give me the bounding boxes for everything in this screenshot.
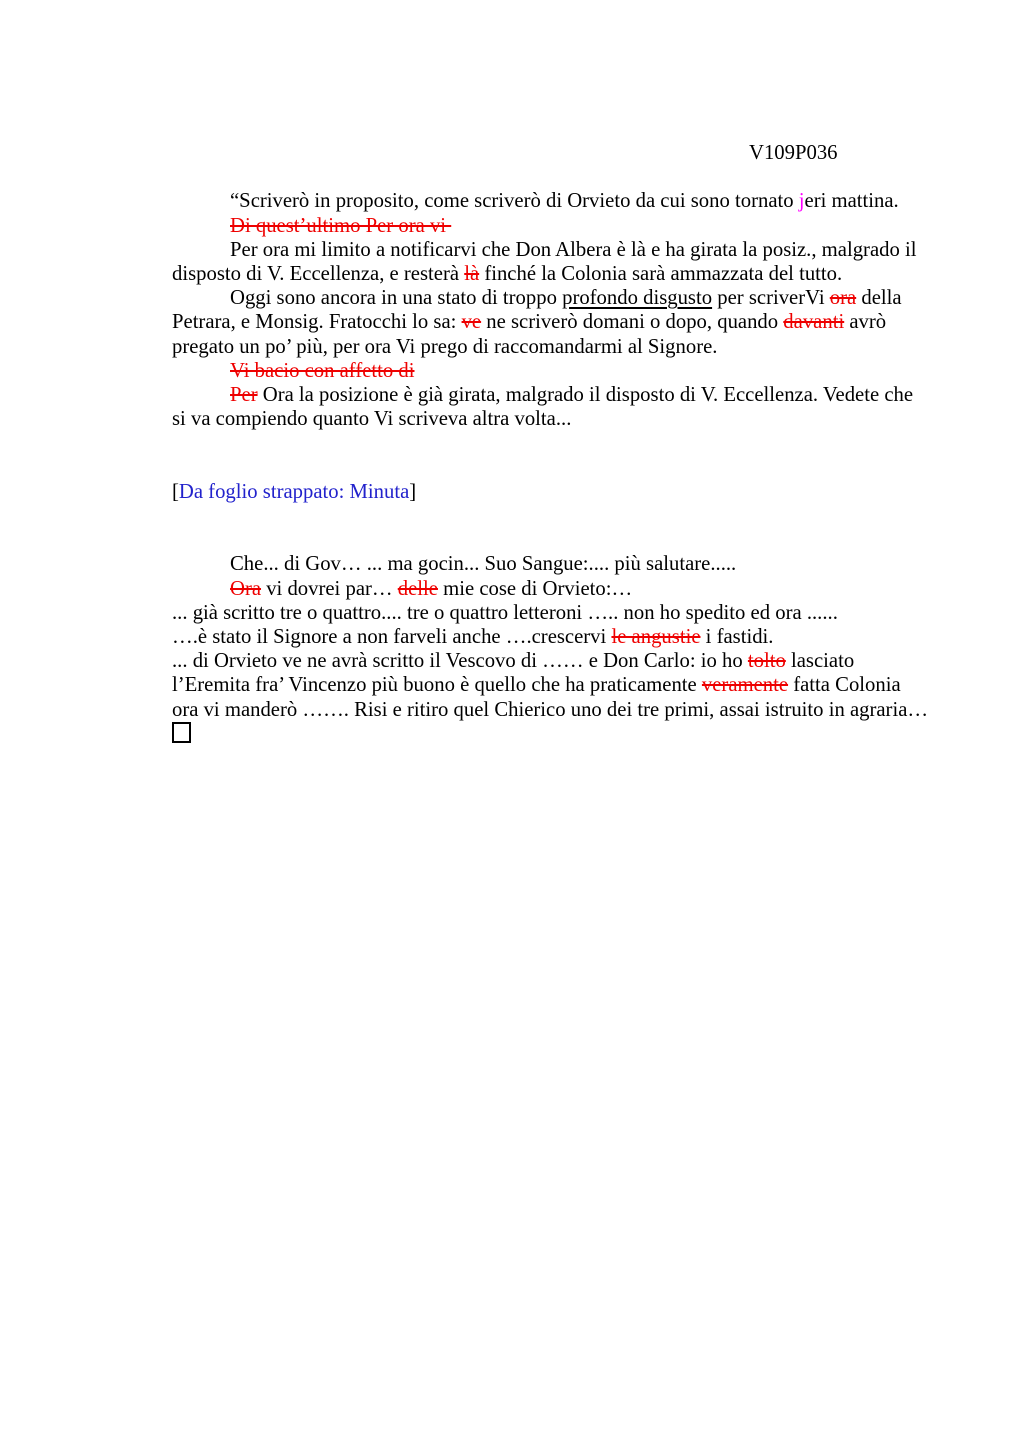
text-run-normal: l’Eremita fra’ Vincenzo più buono è quello che ha praticamente bbox=[172, 674, 702, 697]
text-line bbox=[172, 359, 962, 383]
text-line bbox=[172, 407, 962, 431]
text-line bbox=[172, 673, 962, 697]
text-run-normal: avrò bbox=[844, 311, 887, 334]
text-run-normal: della bbox=[856, 287, 902, 310]
empty-square-glyph bbox=[172, 722, 191, 743]
text-run-normal: i fastidi. bbox=[700, 625, 774, 648]
text-run-normal: lasciato bbox=[785, 650, 855, 673]
text-line bbox=[172, 335, 962, 359]
text-run-normal: ne scriverò domani o dopo, quando bbox=[481, 311, 784, 334]
text-run-strike-red: Vi bacio con affetto di bbox=[230, 359, 415, 382]
text-run-normal: ] bbox=[409, 480, 417, 503]
text-line bbox=[172, 238, 962, 262]
text-line bbox=[172, 189, 962, 213]
text-run-normal: ... di Orvieto ve ne avrà scritto il Vescovo di …… e Don Carlo: io ho bbox=[172, 650, 748, 673]
text-run-normal: Petrara, e Monsig. Fratocchi lo sa: bbox=[172, 311, 462, 334]
text-run-normal: Ora la posizione è già girata, malgrado il disposto di V. Eccellenza. Vedete che bbox=[257, 384, 914, 407]
blank-line bbox=[172, 165, 962, 189]
text-line bbox=[172, 310, 962, 334]
document-body bbox=[172, 165, 962, 747]
document-content bbox=[172, 141, 962, 747]
blank-line bbox=[172, 431, 962, 455]
text-run-strike-red: tolto bbox=[747, 650, 786, 673]
text-line bbox=[172, 601, 962, 625]
text-run-underline: profondo disgusto bbox=[562, 287, 713, 310]
text-line bbox=[172, 649, 962, 673]
text-run-normal: ….è stato il Signore a non farveli anche ….crescervi bbox=[172, 625, 612, 648]
text-run-normal: Oggi sono ancora in una stato di troppo bbox=[230, 287, 563, 310]
text-run-normal: Per ora mi limito a notificarvi che Don Albera è là e ha girata la posiz., malgrado il bbox=[230, 238, 917, 261]
text-line bbox=[172, 286, 962, 310]
header-line bbox=[172, 141, 962, 165]
text-run-strike-red: Ora bbox=[230, 577, 262, 600]
text-line bbox=[172, 214, 962, 238]
text-run-normal: [ bbox=[172, 480, 179, 503]
text-run-strike-red: veramente bbox=[701, 674, 789, 697]
text-line bbox=[172, 577, 962, 601]
text-run-strike-red: ve bbox=[461, 311, 482, 334]
text-run-magenta: j bbox=[798, 190, 805, 213]
text-run-normal: eri mattina. bbox=[804, 190, 899, 213]
text-run-normal: pregato un po’ più, per ora Vi prego di raccomandarmi al Signore. bbox=[172, 335, 718, 358]
text-run-normal: Che... di Gov… ... ma gocin... Suo Sangue:.... più salutare..... bbox=[230, 553, 737, 576]
text-run-normal: “Scriverò in proposito, come scriverò di Orvieto da cui sono tornato bbox=[230, 190, 799, 213]
text-run-strike-red: là bbox=[464, 263, 480, 285]
text-line bbox=[172, 480, 962, 504]
text-line bbox=[172, 722, 962, 747]
text-run-normal: mie cose di Orvieto:… bbox=[437, 577, 633, 600]
text-line bbox=[172, 625, 962, 649]
text-run-normal: per scriverVi bbox=[712, 287, 830, 310]
text-run-strike-red: Per bbox=[230, 384, 258, 407]
blank-line bbox=[172, 456, 962, 480]
text-run-blue: Da foglio strappato: Minuta bbox=[178, 480, 410, 503]
text-run-normal: fatta Colonia bbox=[788, 674, 901, 697]
text-run-strike-red: Di quest’ultimo Per ora vi bbox=[230, 214, 452, 237]
text-run-strike-red: le angustie bbox=[611, 625, 701, 648]
text-line bbox=[172, 698, 962, 722]
text-run-normal: si va compiendo quanto Vi scriveva altra volta... bbox=[172, 408, 572, 431]
text-run-normal: vi dovrei par… bbox=[261, 577, 398, 600]
text-run-normal: finché la Colonia sarà ammazzata del tutto. bbox=[479, 263, 843, 285]
page-code: V109P036 bbox=[749, 142, 838, 164]
text-run-normal: disposto di V. Eccellenza, e resterà bbox=[172, 263, 465, 285]
text-line bbox=[172, 262, 962, 286]
blank-line bbox=[172, 504, 962, 528]
text-run-strike-red: ora bbox=[829, 287, 857, 310]
blank-line bbox=[172, 528, 962, 552]
text-line bbox=[172, 383, 962, 407]
text-run-strike-red: delle bbox=[397, 577, 438, 600]
text-run-normal: ... già scritto tre o quattro.... tre o quattro letteroni ….. non ho spedito ed ora ...... bbox=[172, 601, 838, 624]
text-line bbox=[172, 552, 962, 576]
text-run-normal: ora vi manderò ……. Risi e ritiro quel Chierico uno dei tre primi, assai istruito in agraria… bbox=[172, 698, 929, 721]
text-run-strike-red: davanti bbox=[783, 311, 845, 334]
